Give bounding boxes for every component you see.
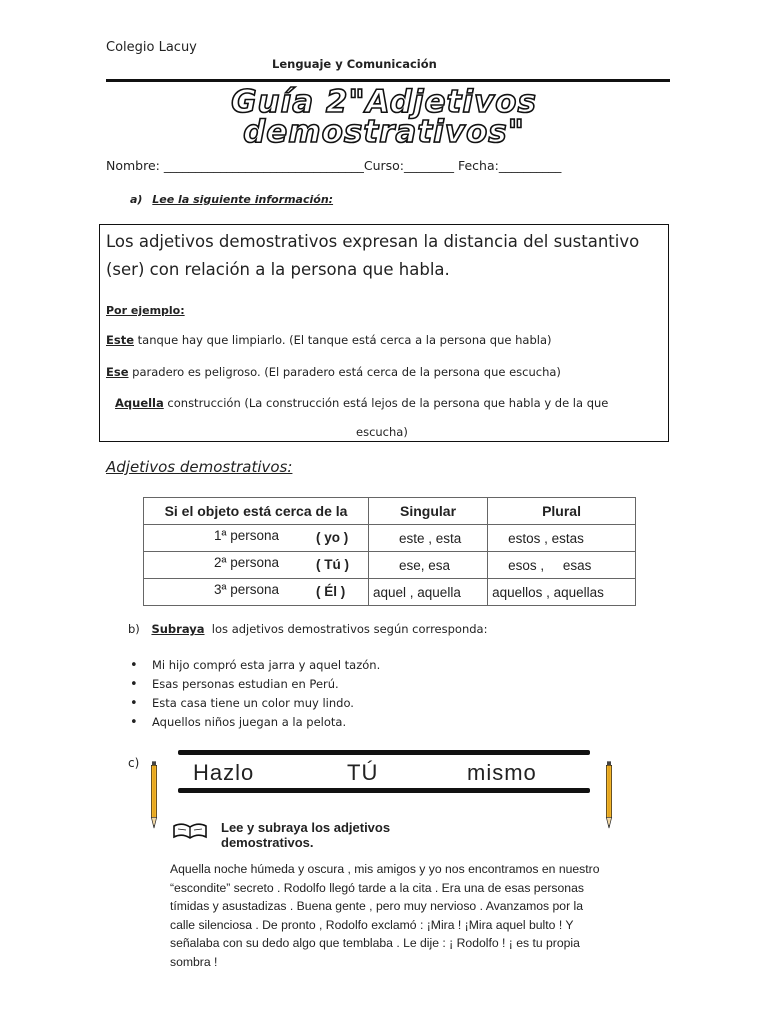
table-row [144,525,636,552]
activity-title: Lee y subraya los adjetivos demostrativos. [221,820,391,850]
instruction-b-marker: b) [128,622,140,636]
table-header-row [144,498,636,525]
exercise-list [130,656,380,732]
example-3-continuation: escucha) [356,425,408,439]
table-cell-persona [144,525,369,552]
pencil-icon [150,744,158,848]
list-item[interactable]: • Aquellos niños juegan a la pelota. [130,713,380,732]
table-row [144,579,636,606]
school-name: Colegio Lacuy [106,40,197,55]
instruction-b-text: los adjetivos demostrativos según corresponda: [204,622,488,636]
example-1 [106,333,552,347]
banner-word-3: mismo [467,760,537,785]
persona-label: 1ª persona [214,528,280,543]
persona-label: 2ª persona [214,555,280,570]
header-cell-condition: Si el objeto está cerca de la [144,498,369,525]
instruction-a [130,193,333,206]
example-2-rest: paradero es peligroso. (El paradero está cerca de la persona que escucha) [128,365,561,379]
table-cell-plural: estos , estas [488,525,636,552]
instruction-b-keyword: Subraya [151,622,205,636]
table-cell-singular: este , esta [369,525,488,552]
banner-word-1: Hazlo [193,760,255,785]
table-cell-singular: aquel , aquella [369,579,488,606]
instruction-a-text: Lee la siguiente información: [152,193,334,206]
table-cell-persona [144,552,369,579]
list-item[interactable]: • Esas personas estudian en Perú. [130,675,380,694]
table-cell-plural: esos , esas [488,552,636,579]
student-info-line[interactable]: Nombre: ________________________________Curso:________ Fecha:__________ [106,158,562,173]
table-cell-persona [144,579,369,606]
example-2 [106,365,561,379]
example-3-word: Aquella [115,396,164,410]
banner-bottom-stroke [178,788,590,793]
example-2-word: Ese [106,365,129,379]
persona-label: 3ª persona [214,582,280,597]
instruction-b [128,622,487,636]
example-1-rest: tanque hay que limpiarlo. (El tanque está cerca a la persona que habla) [134,333,552,347]
story-text: Aquella noche húmeda y oscura , mis amigos y yo nos encontramos en nuestro “escondite” secreto . Rodolfo llegó tarde a la cita . Era una de esas personas tímidas y asustadizas . Buena gente , pero muy nervioso . Avanzamos por la calle silenciosa . De pronto , Rodolfo exclamó : ¡Mira ! ¡Mira aquel bulto ! Y señalaba con su dedo algo que temblaba . Le dije : ¡ Rodolfo ! ¡ es tu propia sombra ! [170,862,600,969]
pronoun-label: ( yo ) [316,530,349,545]
banner-word-2: TÚ [347,760,379,785]
example-1-word: Este [106,333,134,347]
demonstratives-table [143,497,636,606]
list-item[interactable]: • Esta casa tiene un color muy lindo. [130,694,380,713]
table-heading: Adjetivos demostrativos: [106,458,293,476]
header-cell-plural: Plural [488,498,636,525]
guide-title-line-1: Guía 2"Adjetivos [231,84,537,120]
table-row [144,552,636,579]
header-rule [106,79,670,82]
instruction-a-marker: a) [130,193,143,206]
book-icon [172,822,208,840]
example-3 [115,396,608,410]
pencil-icon [605,744,613,848]
pronoun-label: ( Él ) [316,584,346,599]
header-cell-singular: Singular [369,498,488,525]
section-c-marker: c) [128,756,140,770]
subject-name: Lenguaje y Comunicación [272,57,437,71]
example-label: Por ejemplo: [106,304,185,317]
info-main-text: Los adjetivos demostrativos expresan la distancia del sustantivo (ser) con relación a la persona que habla. [106,232,640,279]
table-cell-plural: aquellos , aquellas [488,579,636,606]
example-3-rest: construcción (La construcción está lejos de la persona que habla y de la que [163,396,609,410]
banner-top-stroke [178,750,590,755]
pronoun-label: ( Tú ) [316,557,349,572]
list-item[interactable]: • Mi hijo compró esta jarra y aquel tazón. [130,656,380,675]
guide-title-line-2: demostrativos" [243,114,525,150]
table-cell-singular: ese, esa [369,552,488,579]
